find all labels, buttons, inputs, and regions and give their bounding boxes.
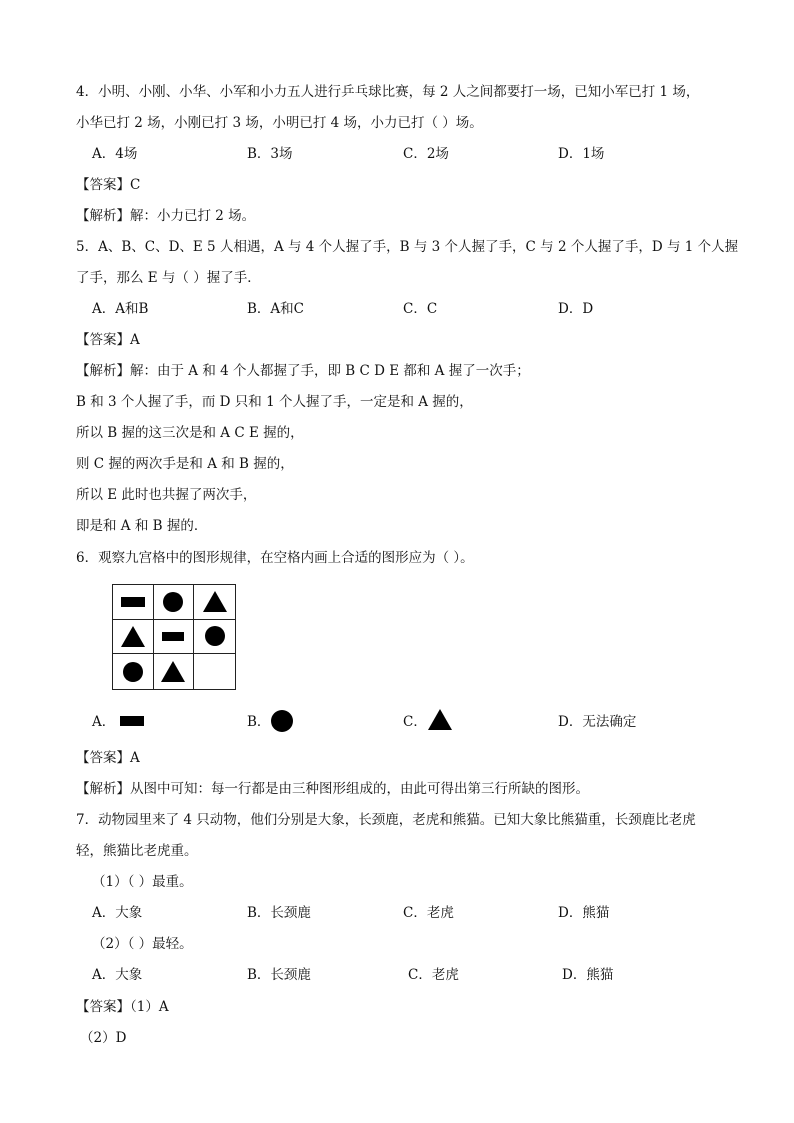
q5-analysis-line5: 所以 E 此时也共握了两次手， <box>76 487 257 503</box>
q5-analysis-line2: B 和 3 个人握了手，而 D 只和 1 个人握了手，一定是和 A 握的， <box>76 394 473 410</box>
q7-sub2: （2）（ ）最轻。 <box>92 936 193 952</box>
q7-sub1: （1）（ ）最重。 <box>92 874 193 890</box>
q6-option-a-label: A． <box>92 714 116 730</box>
grid-cell-circle <box>113 654 154 689</box>
q6-answer: 【答案】A <box>76 750 140 766</box>
q5-answer: 【答案】A <box>76 332 140 348</box>
q5-option-d: D．D <box>558 301 594 317</box>
q5-analysis-line3: 所以 B 握的这三次是和 A C E 握的， <box>76 425 304 441</box>
q7-sub1-option-c: C．老虎 <box>403 905 454 921</box>
q5-analysis-line6: 即是和 A 和 B 握的． <box>76 518 208 534</box>
q6-option-d: D．无法确定 <box>558 714 637 730</box>
grid-cell-circle <box>154 585 195 620</box>
q7-stem-line1: 7．动物园里来了 4 只动物，他们分别是大象，长颈鹿，老虎和熊猫。已知大象比熊猫重，长颈鹿比老虎 <box>76 812 696 828</box>
q4-option-d: D．1场 <box>558 146 605 162</box>
q7-answer1: 【答案】（1）A <box>76 999 169 1015</box>
q7-sub2-option-c: C．老虎 <box>408 967 459 983</box>
q7-sub1-option-b: B．长颈鹿 <box>247 905 311 921</box>
q5-analysis-line1: 【解析】解：由于 A 和 4 个人都握了手，即 B C D E 都和 A 握了一次手； <box>76 363 530 379</box>
triangle-shape-icon <box>121 626 145 647</box>
q7-sub2-option-b: B．长颈鹿 <box>247 967 311 983</box>
q4-option-c: C．2场 <box>403 146 449 162</box>
q5-analysis-line4: 则 C 握的两次手是和 A 和 B 握的， <box>76 456 294 472</box>
q7-answer2: （2）D <box>80 1030 127 1046</box>
triangle-shape-icon <box>161 661 185 682</box>
q5-option-c: C．C <box>403 301 438 317</box>
q5-stem-line2: 了手，那么 E 与（ ）握了手． <box>76 270 261 286</box>
q7-sub1-option-d: D．熊猫 <box>558 905 610 921</box>
q6-analysis: 【解析】从图中可知：每一行都是由三种图形组成的，由此可得出第三行所缺的图形。 <box>76 781 589 797</box>
q6-stem: 6．观察九宫格中的图形规律，在空格内画上合适的图形应为（ ）。 <box>76 550 474 566</box>
grid-cell-triangle <box>194 585 235 620</box>
q4-stem-line1: 4．小明、小刚、小华、小军和小力五人进行乒乓球比赛，每 2 人之间都要打一场，已知小军已打 1 场， <box>76 84 700 100</box>
q7-stem-line2: 轻，熊猫比老虎重。 <box>76 843 198 859</box>
q7-sub2-option-d: D．熊猫 <box>562 967 614 983</box>
circle-shape-icon <box>123 662 143 682</box>
grid-cell-circle <box>194 620 235 655</box>
nine-grid-figure <box>112 584 236 690</box>
q4-option-b: B．3场 <box>247 146 293 162</box>
q6-option-a-rectangle-icon <box>120 716 144 726</box>
q4-option-a: A．4场 <box>92 146 138 162</box>
q5-stem-line1: 5．A、B、C、D、E 5 人相遇，A 与 4 个人握了手，B 与 3 个人握了手，C 与 2 个人握了手，D 与 1 个人握 <box>76 239 739 255</box>
grid-cell-triangle <box>154 654 195 689</box>
triangle-shape-icon <box>203 591 227 612</box>
q7-sub1-option-a: A．大象 <box>92 905 143 921</box>
grid-cell-rectangle <box>154 620 195 655</box>
q4-stem-line2: 小华已打 2 场，小刚已打 3 场，小明已打 4 场，小力已打（ ）场。 <box>76 115 483 131</box>
q6-option-c-label: C． <box>403 714 427 730</box>
q6-option-b-circle-icon <box>271 710 293 732</box>
q5-option-b: B．A和C <box>247 301 304 317</box>
rectangle-shape-icon <box>121 597 145 607</box>
grid-cell-empty <box>194 654 235 689</box>
q6-option-b-label: B． <box>247 714 271 730</box>
q6-option-c-triangle-icon <box>428 709 452 730</box>
q7-sub2-option-a: A．大象 <box>92 967 143 983</box>
grid-cell-triangle <box>113 620 154 655</box>
grid-cell-rectangle <box>113 585 154 620</box>
q4-analysis: 【解析】解：小力已打 2 场。 <box>76 208 256 224</box>
circle-shape-icon <box>205 626 225 646</box>
rectangle-shape-icon <box>162 632 184 641</box>
q5-option-a: A．A和B <box>92 301 149 317</box>
circle-shape-icon <box>163 592 183 612</box>
q4-answer: 【答案】C <box>76 177 141 193</box>
